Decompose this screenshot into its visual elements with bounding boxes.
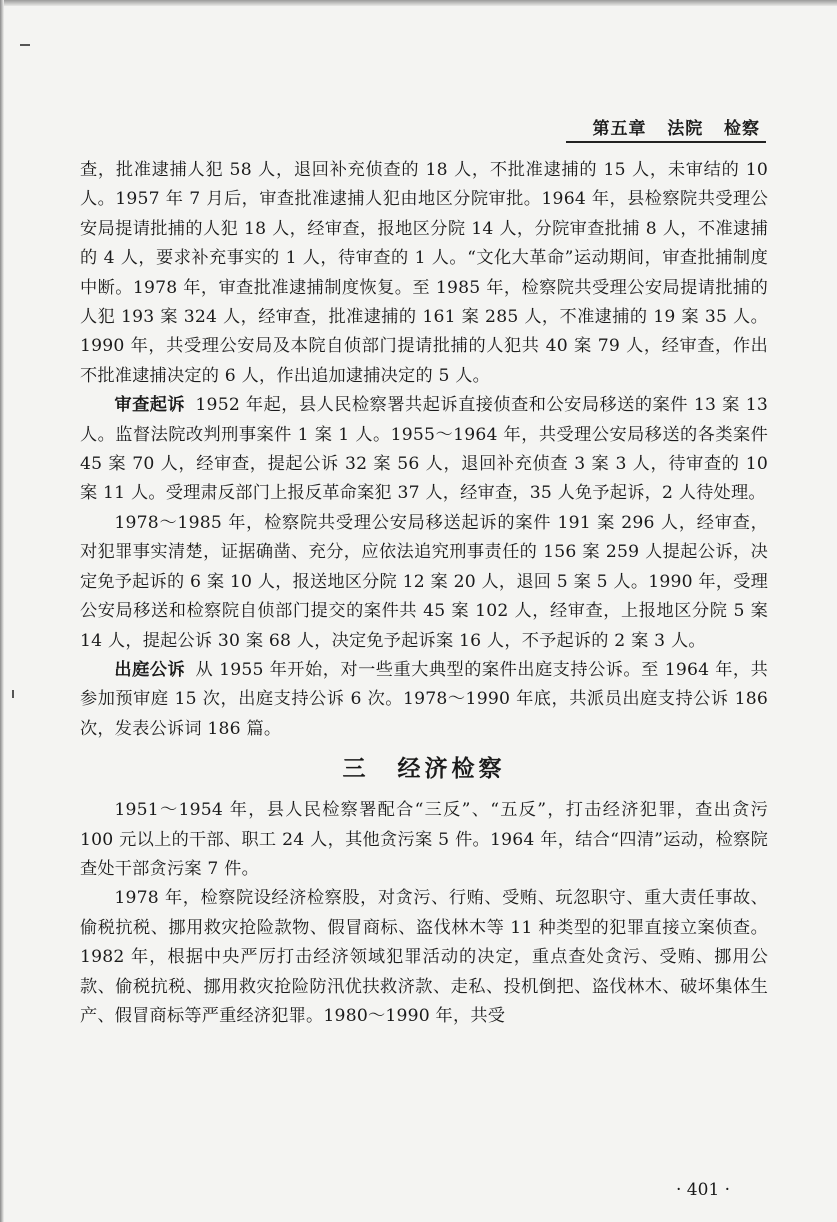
section-number: 三 — [342, 755, 370, 783]
page-number: · 401 · — [676, 1180, 731, 1200]
paragraph-court-prosecution — [80, 656, 768, 744]
section-heading — [80, 754, 768, 784]
paragraph-1978-1985: 1978～1985 年，检察院共受理公安局移送起诉的案件 191 案 296 人，经审查，对犯罪事实清楚，证据确凿、充分，应依法追究刑事责任的 156 案 259 人提起公诉，决定免予起诉的 6 案 10 人，报送地区分院 12 案 20 人，退回 5 案 5 人。1990 年，受理公安局移送和检察院自侦部门提交的案件共 45 案 102 人，经审查，上报地区分院 5 案 14 人，提起公诉 30 案 68 人，决定免予起诉案 16 人，不予起诉的 2 案 3 人。 — [80, 512, 768, 651]
running-header: 第五章 法院 检察 — [592, 119, 760, 139]
paragraph-1951-1954: 1951～1954 年，县人民检察署配合“三反”、“五反”，打击经济犯罪，查出贪污 100 元以上的干部、职工 24 人，其他贪污案 5 件。1964 年，结合“四清”运动，检察院查处干部贪污案 7 件。 — [80, 800, 768, 879]
section-title: 经济检察 — [397, 755, 506, 783]
scan-top-edge — [0, 0, 837, 6]
page-body — [80, 156, 768, 1031]
paragraph-text: 1952 年起，县人民检察署共起诉直接侦查和公安局移送的案件 13 案 13 人。监督法院改判刑事案件 1 案 1 人。1955～1964 年，共受理公安局移送的各类案件 45 案 70 人，经审查，提起公诉 32 案 56 人，退回补充侦查 3 案 3 人，待审查的 10 案 11 人。受理肃反部门上报反革命案犯 37 人，经审查，35 人免予起诉，2 人待处理。 — [80, 395, 768, 504]
paragraph-1978-economic: 1978 年，检察院设经济检察股，对贪污、行贿、受贿、玩忽职守、重大责任事故、偷税抗税、挪用救灾抢险款物、假冒商标、盗伐林木等 11 种类型的犯罪直接立案侦查。1982 年，根据中央严厉打击经济领域犯罪活动的决定，重点查处贪污、受贿、挪用公款、偷税抗税、挪用救灾抢险防汛优扶救济款、走私、投机倒把、盗伐林木、破坏集体生产、假冒商标等严重经济犯罪。1980～1990 年，共受 — [80, 888, 768, 1026]
scan-mark — [20, 44, 30, 46]
subheading-review-prosecution: 审查起诉 — [114, 395, 186, 416]
header-rule — [566, 141, 766, 143]
scan-mark — [12, 690, 14, 698]
paragraph-review-prosecution — [80, 391, 768, 509]
subheading-court-prosecution: 出庭公诉 — [114, 659, 186, 680]
scan-left-edge — [0, 0, 4, 1222]
paragraph-continuation: 查，批准逮捕人犯 58 人，退回补充侦查的 18 人，不批准逮捕的 15 人，未审结的 10 人。1957 年 7 月后，审查批准逮捕人犯由地区分院审批。1964 年，县检察院共受理公安局提请批捕的人犯 18 人，经审查，报地区分院 14 人，分院审查批捕 8 人，不准逮捕的 4 人，要求补充事实的 1 人，待审查的 1 人。“文化大革命”运动期间，审查批捕制度中断。1978 年，审查批准逮捕制度恢复。至 1985 年，检察院共受理公安局提请批捕的人犯 193 案 324 人，经审查，批准逮捕的 161 案 285 人，不准逮捕的 19 案 35 人。1990 年，共受理公安局及本院自侦部门提请批捕的人犯共 40 案 79 人，经审查，作出不批准逮捕决定的 6 人，作出追加逮捕决定的 5 人。 — [80, 160, 768, 386]
paragraph-text: 从 1955 年开始，对一些重大典型的案件出庭支持公诉。至 1964 年，共参加预审庭 15 次，出庭支持公诉 6 次。1978～1990 年底，共派员出庭支持公诉 186 次，发表公诉词 186 篇。 — [80, 659, 768, 739]
